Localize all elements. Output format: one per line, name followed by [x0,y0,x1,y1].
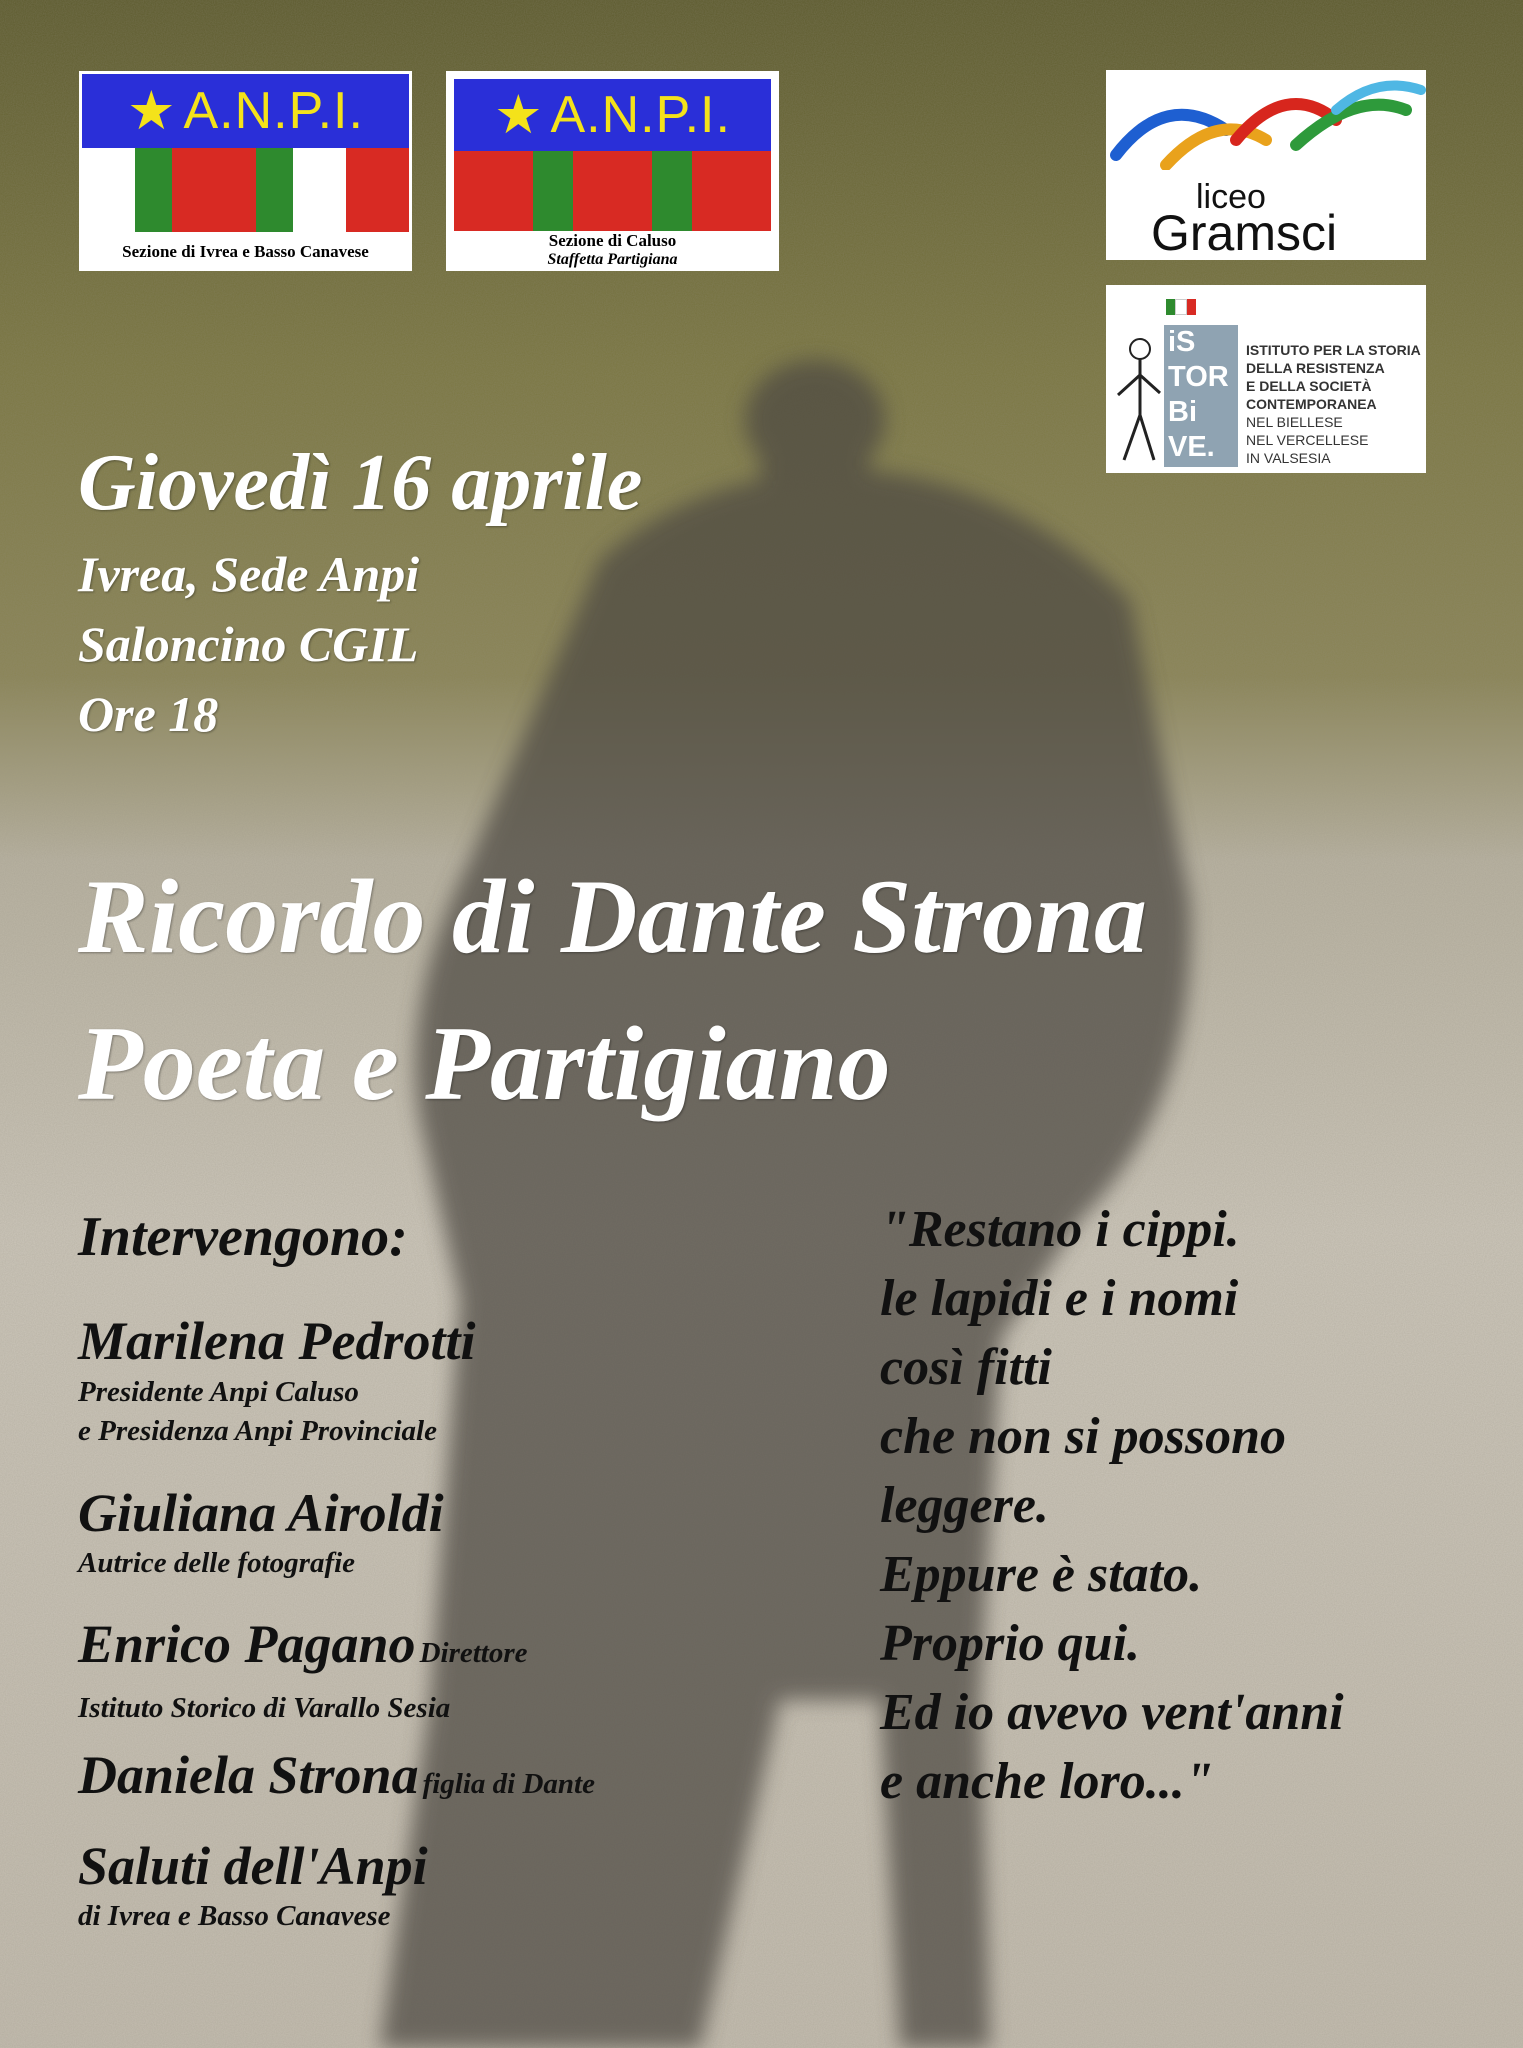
istituto-line: DELLA RESISTENZA [1246,360,1385,376]
title-line-1: Ricordo di Dante Strona [78,858,1148,975]
poem-line: Eppure è stato. [880,1546,1203,1603]
event-place: Ivrea, Sede Anpi [78,546,420,602]
istituto-line: ISTITUTO PER LA STORIA [1246,342,1421,358]
gramsci-label: Gramsci [1151,205,1338,260]
speaker-role: Istituto Storico di Varallo Sesia [78,1692,451,1724]
istituto-text [1246,341,1421,467]
anpi-caluso-subcaption: Staffetta Partigiana [547,251,678,268]
istituto-mark-line: TOR [1168,361,1229,393]
italian-flag-icon [1166,299,1196,315]
star-icon: ★ [494,85,543,145]
speaker-inline-role: figlia di Dante [422,1768,595,1800]
speaker-4 [78,1744,595,1820]
anpi-caluso-name: A.N.P.I. [550,86,731,144]
istituto-line: NEL BIELLESE [1246,414,1343,430]
liceo-label: liceo [1196,178,1266,216]
speakers-heading: Intervengono: [78,1206,408,1268]
event-date: Giovedì 16 aprile [78,439,643,527]
speaker-inline-role: Direttore [419,1637,528,1669]
anpi-ivrea-logo [79,71,412,271]
istituto-line: CONTEMPORANEA [1246,396,1377,412]
poem-line: leggere. [880,1477,1049,1534]
poem-quote [880,1195,1344,1816]
poem-line: Ed io avevo vent'anni [880,1684,1344,1741]
istituto-mark-line: VE. [1168,431,1215,463]
speaker-name: Daniela Strona [78,1745,419,1805]
speaker-role: e Presidenza Anpi Provinciale [78,1415,437,1447]
star-icon: ★ [127,81,176,141]
istituto-mark [1164,325,1238,467]
poem-line: "Restano i cippi. [880,1201,1240,1258]
speaker-3 [78,1613,528,1727]
anpi-ivrea-name: A.N.P.I. [183,82,364,140]
speaker-name: Saluti dell'Anpi [78,1836,428,1896]
speaker-name: Giuliana Airoldi [78,1483,444,1543]
speaker-role: di Ivrea e Basso Canavese [78,1900,391,1932]
partisan-figure-icon [1110,335,1166,465]
poem-line: così fitti [880,1339,1052,1396]
event-venue: Saloncino CGIL [78,616,419,672]
poem-line: che non si possono [880,1408,1286,1465]
waves-icon [1106,70,1426,170]
speaker-name: Marilena Pedrotti [78,1311,476,1371]
istituto-line: NEL VERCELLESE [1246,432,1369,448]
speaker-1 [78,1310,476,1450]
istituto-mark-line: Bi [1168,396,1197,428]
speaker-name: Enrico Pagano [78,1614,416,1674]
istituto-mark-line: iS [1168,326,1196,358]
speaker-role: Autrice delle fotografie [78,1547,356,1579]
title-line-2: Poeta e Partigiano [78,1005,891,1122]
tricolor-stripes [82,148,409,232]
poem-line: le lapidi e i nomi [880,1270,1239,1327]
anpi-caluso-caption: Sezione di Caluso [548,231,677,250]
anpi-caluso-logo [446,71,779,271]
event-time: Ore 18 [78,686,219,742]
speaker-role: Presidente Anpi Caluso [78,1376,359,1408]
anpi-ivrea-caption: Sezione di Ivrea e Basso Canavese [122,242,369,261]
istituto-storico-logo [1106,285,1426,473]
liceo-gramsci-logo [1106,70,1426,260]
speaker-2 [78,1482,444,1582]
speaker-5 [78,1835,428,1935]
poem-line: e anche loro..." [880,1753,1214,1810]
tricolor-stripes [454,151,771,231]
istituto-line: E DELLA SOCIETÀ [1246,378,1372,394]
poem-line: Proprio qui. [880,1615,1141,1672]
istituto-line: IN VALSESIA [1246,450,1331,466]
